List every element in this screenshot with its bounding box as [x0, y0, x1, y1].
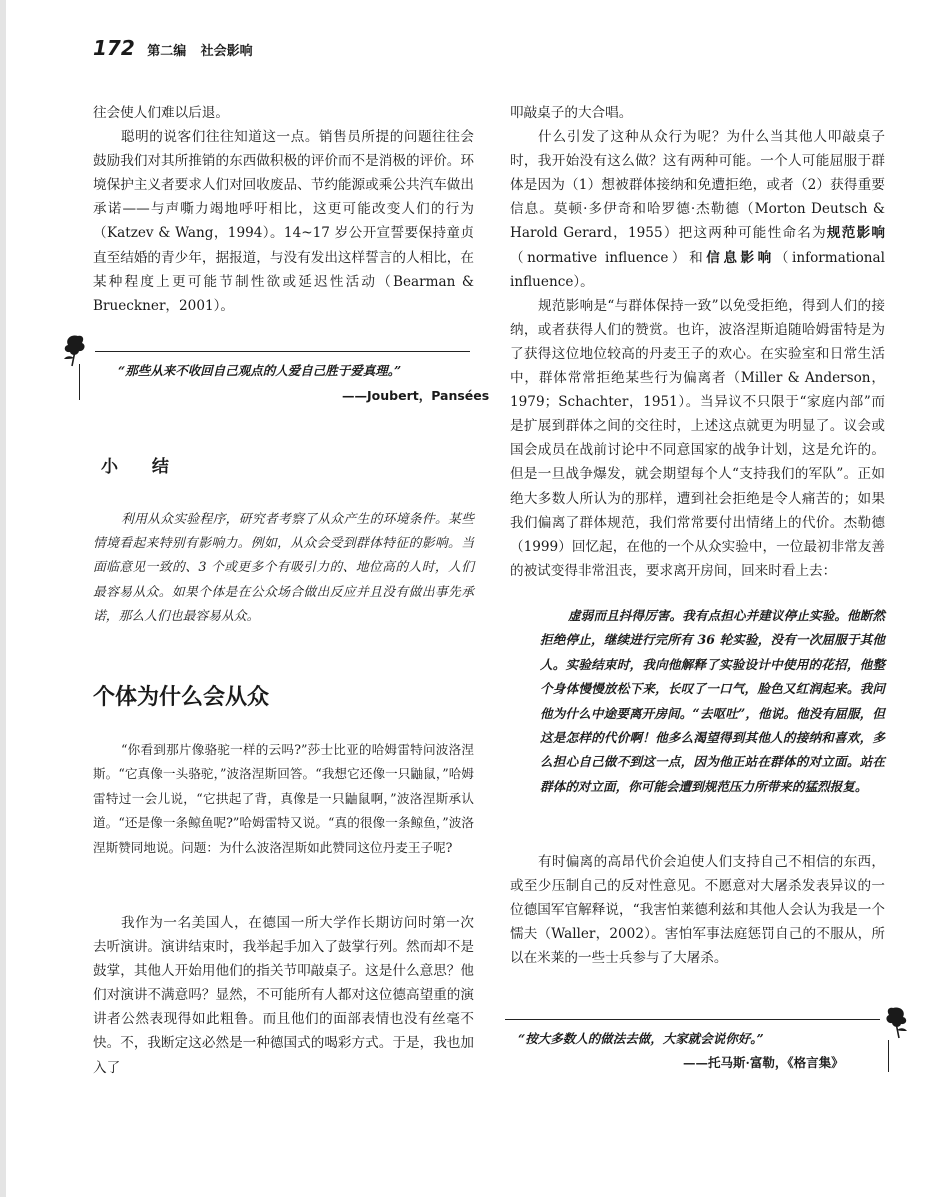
summary-text: 利用从众实验程序，研究者考察了从众产生的环境条件。某些情境看起来特别有影响力。例如，从众会受到群体特征的影响。当面临意见一致的、3 个或更多个有吸引力的、地位高的人时，人们最容易从众。如果个体是在公众场合做出反应并且没有做出事先承诺，那么人们也最容易从众。	[93, 512, 474, 624]
summary-heading: 小 结	[101, 457, 183, 477]
paragraph-continuation: 往会使人们难以后退。	[93, 105, 229, 121]
paragraph-normative-influence: 规范影响是“与群体保持一致”以免受拒绝，得到人们的接纳，或者获得人们的赞赏。也许，波洛涅斯追随哈姆雷特是为了获得这位地位较高的丹麦王子的欢心。在实验室和日常生活中，群体常常拒绝某些行为偏离者（Miller & Anderson，1979；Schachter，1951）。当异议不只限于“家庭内部”而是扩展到群体之间的交往时，上述这点就更为明显了。议会或国会成员在战前讨论中不同意国家的战争计划，这是允许的。但是一旦战争爆发，就会期望每个人“支持我们的军队”。正如绝大多数人所认为的那样，遭到社会拒绝是令人痛苦的；如果我们偏离了群体规范，我们常常要付出情绪上的代价。杰勒德（1999）回忆起，在他的一个从众实验中，一位最初非常友善的被试变得非常沮丧，要求离开房间，回来时看上去：	[510, 297, 885, 579]
paragraph-two-possibilities	[510, 125, 885, 294]
right-column-upper	[510, 101, 885, 583]
left-column-upper	[93, 101, 474, 318]
chapter-label: 社会影响	[200, 44, 253, 59]
quote-source: ——托马斯·富勒，《格言集》	[683, 1055, 844, 1070]
part-label: 第二编	[147, 44, 187, 59]
flower-icon	[877, 1005, 911, 1039]
quote-source: ——Joubert，Pansées	[342, 388, 490, 403]
section-heading: 个体为什么会从众	[93, 685, 270, 710]
term-informational-influence: 信息影响	[706, 249, 775, 266]
page-number: 172	[93, 36, 135, 60]
text-segment: 什么引发了这种从众行为呢？为什么当其他人叩敲桌子时，我开始没有这么做？这有两种可能。一个人可能屈服于群体是因为（1）想被群体接纳和免遭拒绝，或者（2）获得重要信息。莫顿·多伊奇和哈罗德·杰勒德（Morton Deutsch & Harold Gerard，1955）把这两种可能性命名为	[510, 129, 885, 242]
block-quote-gerard: 虚弱而且抖得厉害。我有点担心并建议停止实验。他断然拒绝停止，继续进行完所有 36 轮实验，没有一次屈服于其他人。实验结束时，我向他解释了实验设计中使用的花招，他整个身体慢慢放松下来，长叹了一口气，脸色又红润起来。我问他为什么中途要离开房间。“去呕吐”，他说。他没有屈服，但这是怎样的代价啊！他多么渴望得到其他人的接纳和喜欢，多么担心自己做不到这一点，因为他正站在群体的对立面。站在群体的对立面，你可能会遭到规范压力所带来的猛烈报复。	[540, 608, 885, 794]
flower-icon	[60, 333, 94, 367]
left-column-lower	[93, 911, 474, 1080]
right-column-lower	[510, 850, 885, 970]
paragraph-continuation-right: 叩敲桌子的大合唱。	[510, 105, 633, 121]
paragraph-cost-of-deviance: 有时偏离的高昂代价会迫使人们支持自己不相信的东西，或至少压制自己的反对性意见。不愿意对大屠杀发表异议的一位德国军官解释说，“我害怕莱德利兹和其他人会认为我是一个懦夫（Waller，2002）。害怕军事法庭惩罚自己的不服从，所以在米莱的一些士兵参与了大屠杀。	[510, 854, 885, 967]
term-normative-influence: 规范影响	[826, 225, 885, 242]
paragraph-persuaders: 聪明的说客们往往知道这一点。销售员所提的问题往往会鼓励我们对其所推销的东西做积极的评价而不是消极的评价。环境保护主义者要求人们对回收废品、节约能源或乘公共汽车做出承诺——与声嘶力竭地呼吁相比，这更可能改变人们的行为（Katzev & Wang，1994）。14~17 岁公开宣誓要保持童贞直至结婚的青少年，据报道，与没有发出这样誓言的人相比，在某种程度上更可能节制性欲或延迟性活动（Bearman & Brueckner，2001）。	[93, 129, 474, 314]
text-segment: （normative influence）和	[510, 249, 707, 266]
quote-text: “按大多数人的做法去做，大家就会说你好。”	[518, 1031, 764, 1046]
paragraph-germany-lecture: 我作为一名美国人，在德国一所大学作长期访问时第一次去听演讲。演讲结束时，我举起手加入了鼓掌行列。然而却不是鼓掌，其他人开始用他们的指关节叩敲桌子。这是什么意思？他们对演讲不满意吗？显然，不可能所有人都对这位德高望重的演讲者公然表现得如此粗鲁。而且他们的面部表情也没有丝毫不快。不，我断定这必然是一种德国式的喝彩方式。于是，我也加入了	[93, 915, 474, 1076]
running-header	[93, 36, 253, 60]
hamlet-dialogue: “你看到那片像骆驼一样的云吗?”莎士比亚的哈姆雷特问波洛涅斯。“它真像一头骆驼，”波洛涅斯回答。“我想它还像一只鼬鼠，”哈姆雷特过一会儿说，“它拱起了背，真像是一只鼬鼠啊，”波洛涅斯承认道。“还是像一条鲸鱼呢?”哈姆雷特又说。“真的很像一条鲸鱼，”波洛涅斯赞同地说。问题：为什么波洛涅斯如此赞同这位丹麦王子呢?	[93, 742, 474, 855]
page-edge-shadow	[0, 0, 6, 1197]
text-segment: （informational influence）。	[510, 249, 886, 290]
quote-text: “那些从来不收回自己观点的人爱自己胜于爱真理。”	[118, 363, 402, 378]
